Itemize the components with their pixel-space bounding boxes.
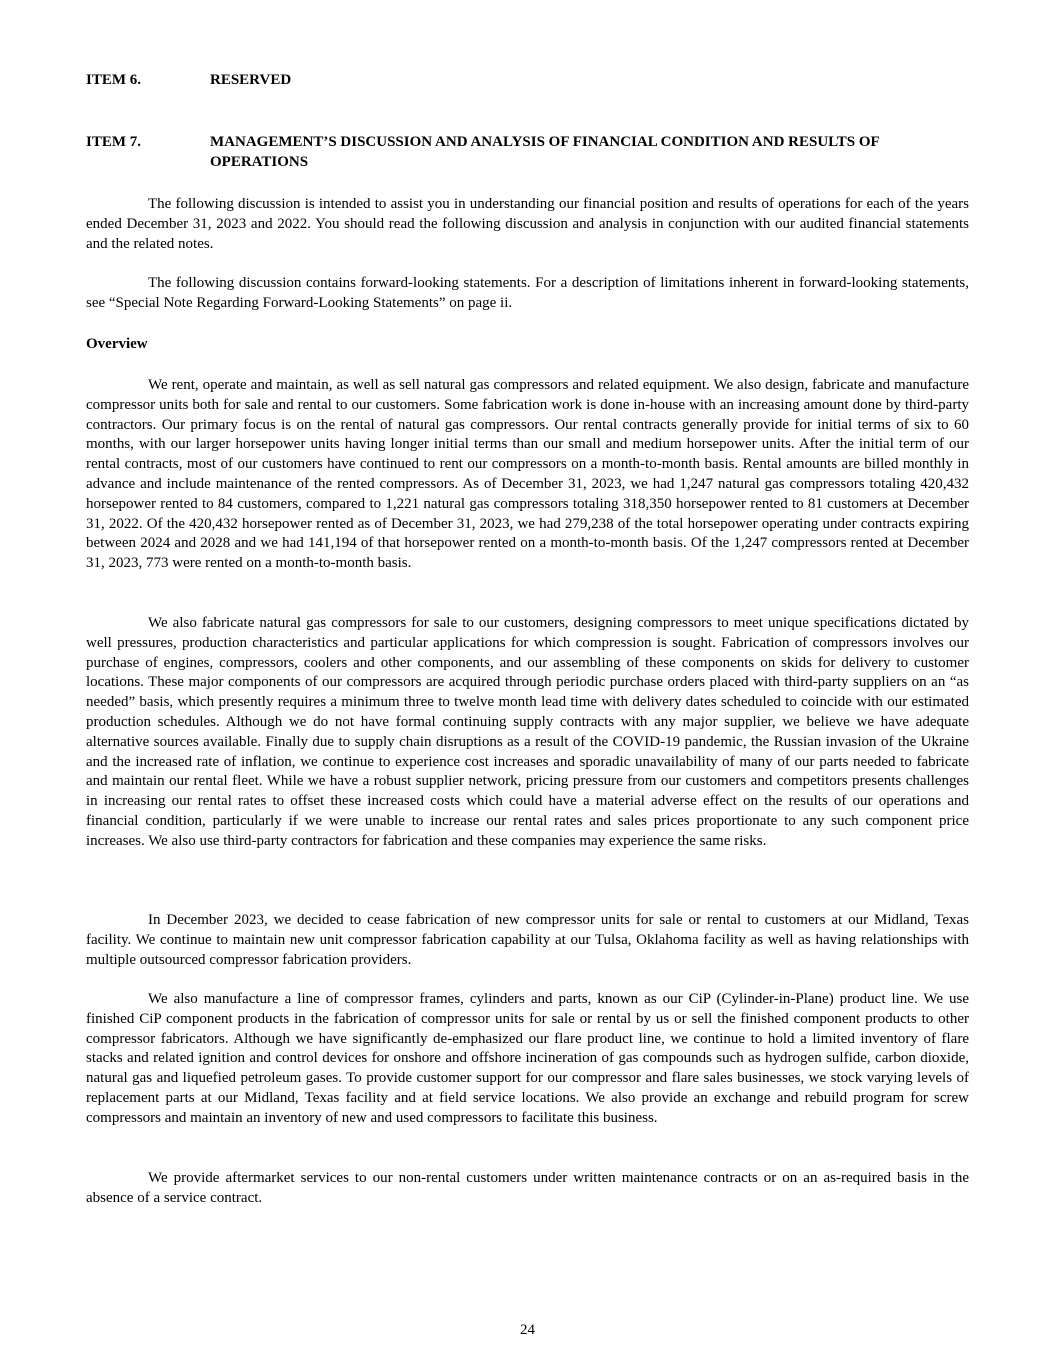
intro-paragraph-1: The following discussion is intended to assist you in understanding our financial position and results of operations for each of the years ended December 31, 2023 and 2022. You should read the following discussion and analysis in conjunction with our audited financial statements and the related notes. (86, 196, 969, 252)
overview-paragraph-1: We rent, operate and maintain, as well as sell natural gas compressors and related equipment. We also design, fabricate and manufacture compressor units both for sale and rental to our customers. Some fabrication work is done in-house with an increasing amount done by third-party contractors. Our primary focus is on the rental of natural gas compressors. Our rental contracts generally provide for initial terms of six to 60 months, with our larger horsepower units having longer initial terms than our small and medium horsepower units. After the initial term of our rental contracts, most of our customers have continued to rent our compressors on a month-to-month basis. Rental amounts are billed monthly in advance and include maintenance of the rented compressors. As of December 31, 2023, we had 1,247 natural gas compressors totaling 420,432 horsepower rented to 84 customers, compared to 1,221 natural gas compressors totaling 318,350 horsepower rented to 81 customers at December 31, 2022. Of the 420,432 horsepower rented as of December 31, 2023, we had 279,238 of the total horsepower operating under contracts expiring between 2024 and 2028 and we had 141,194 of that horsepower rented on a month-to-month basis. Of the 1,247 compressors rented at December 31, 2023, 773 were rented on a month-to-month basis. (86, 377, 969, 572)
item-6-heading (86, 70, 969, 90)
overview-paragraph-3: In December 2023, we decided to cease fabrication of new compressor units for sale or rental to customers at our Midland, Texas facility. We continue to maintain new unit compressor fabrication capability at our Tulsa, Oklahoma facility as well as having relationships with multiple outsourced compressor fabrication providers. (86, 912, 969, 968)
item-7-title: MANAGEMENT’S DISCUSSION AND ANALYSIS OF FINANCIAL CONDITION AND RESULTS OF OPERATIONS (210, 134, 880, 170)
item-6-number: ITEM 6. (86, 72, 142, 88)
intro-paragraph-2: The following discussion contains forward-looking statements. For a description of limitations inherent in forward-looking statements, see “Special Note Regarding Forward-Looking Statements” on page ii. (86, 275, 969, 311)
overview-heading: Overview (86, 336, 148, 352)
overview-paragraph-5: We provide aftermarket services to our non-rental customers under written maintenance contracts or on an as-required basis in the absence of a service contract. (86, 1170, 969, 1206)
item-6-title: RESERVED (210, 72, 292, 88)
item-7-number: ITEM 7. (86, 134, 142, 150)
overview-paragraph-4: We also manufacture a line of compressor frames, cylinders and parts, known as our CiP (Cylinder-in-Plane) product line. We use finished CiP component products in the fabrication of compressor units for sale or rental by us or sell the finished component products to other compressor fabricators. Although we have significantly de-emphasized our flare product line, we continue to hold a limited inventory of flare stacks and related ignition and control devices for onshore and offshore incineration of gas compounds such as hydrogen sulfide, carbon dioxide, natural gas and liquefied petroleum gases. To provide customer support for our compressor and flare sales businesses, we stock varying levels of replacement parts at our Midland, Texas facility and at field service locations. We also provide an exchange and rebuild program for screw compressors and maintain an inventory of new and used compressors to facilitate this business. (86, 991, 969, 1126)
item-7-heading (86, 132, 969, 172)
page-number: 24 (520, 1322, 535, 1338)
overview-paragraph-2: We also fabricate natural gas compressors for sale to our customers, designing compressors to meet unique specifications dictated by well pressures, production characteristics and particular applications for which compression is sought. Fabrication of compressors involves our purchase of engines, compressors, coolers and other components, and our assembling of these components on skids for delivery to customer locations. These major components of our compressors are acquired through periodic purchase orders placed with third-party suppliers on an “as needed” basis, which presently requires a minimum three to twelve month lead time with delivery dates scheduled to coincide with our estimated production schedules. Although we do not have formal continuing supply contracts with any major supplier, we believe we have adequate alternative sources available. Finally due to supply chain disruptions as a result of the COVID-19 pandemic, the Russian invasion of the Ukraine and the increased rate of inflation, we continue to experience cost increases and sporadic unavailability of many of our parts needed to fabricate and maintain our rental fleet. While we have a robust supplier network, pricing pressure from our customers and competitors presents challenges in increasing our rental rates to offset these increased costs which could have a material adverse effect on the results of our operations and financial condition, particularly if we were unable to increase our rental rates and sales prices proportionate to any such component price increases. We also use third-party contractors for fabrication and these companies may experience the same risks. (86, 615, 969, 849)
